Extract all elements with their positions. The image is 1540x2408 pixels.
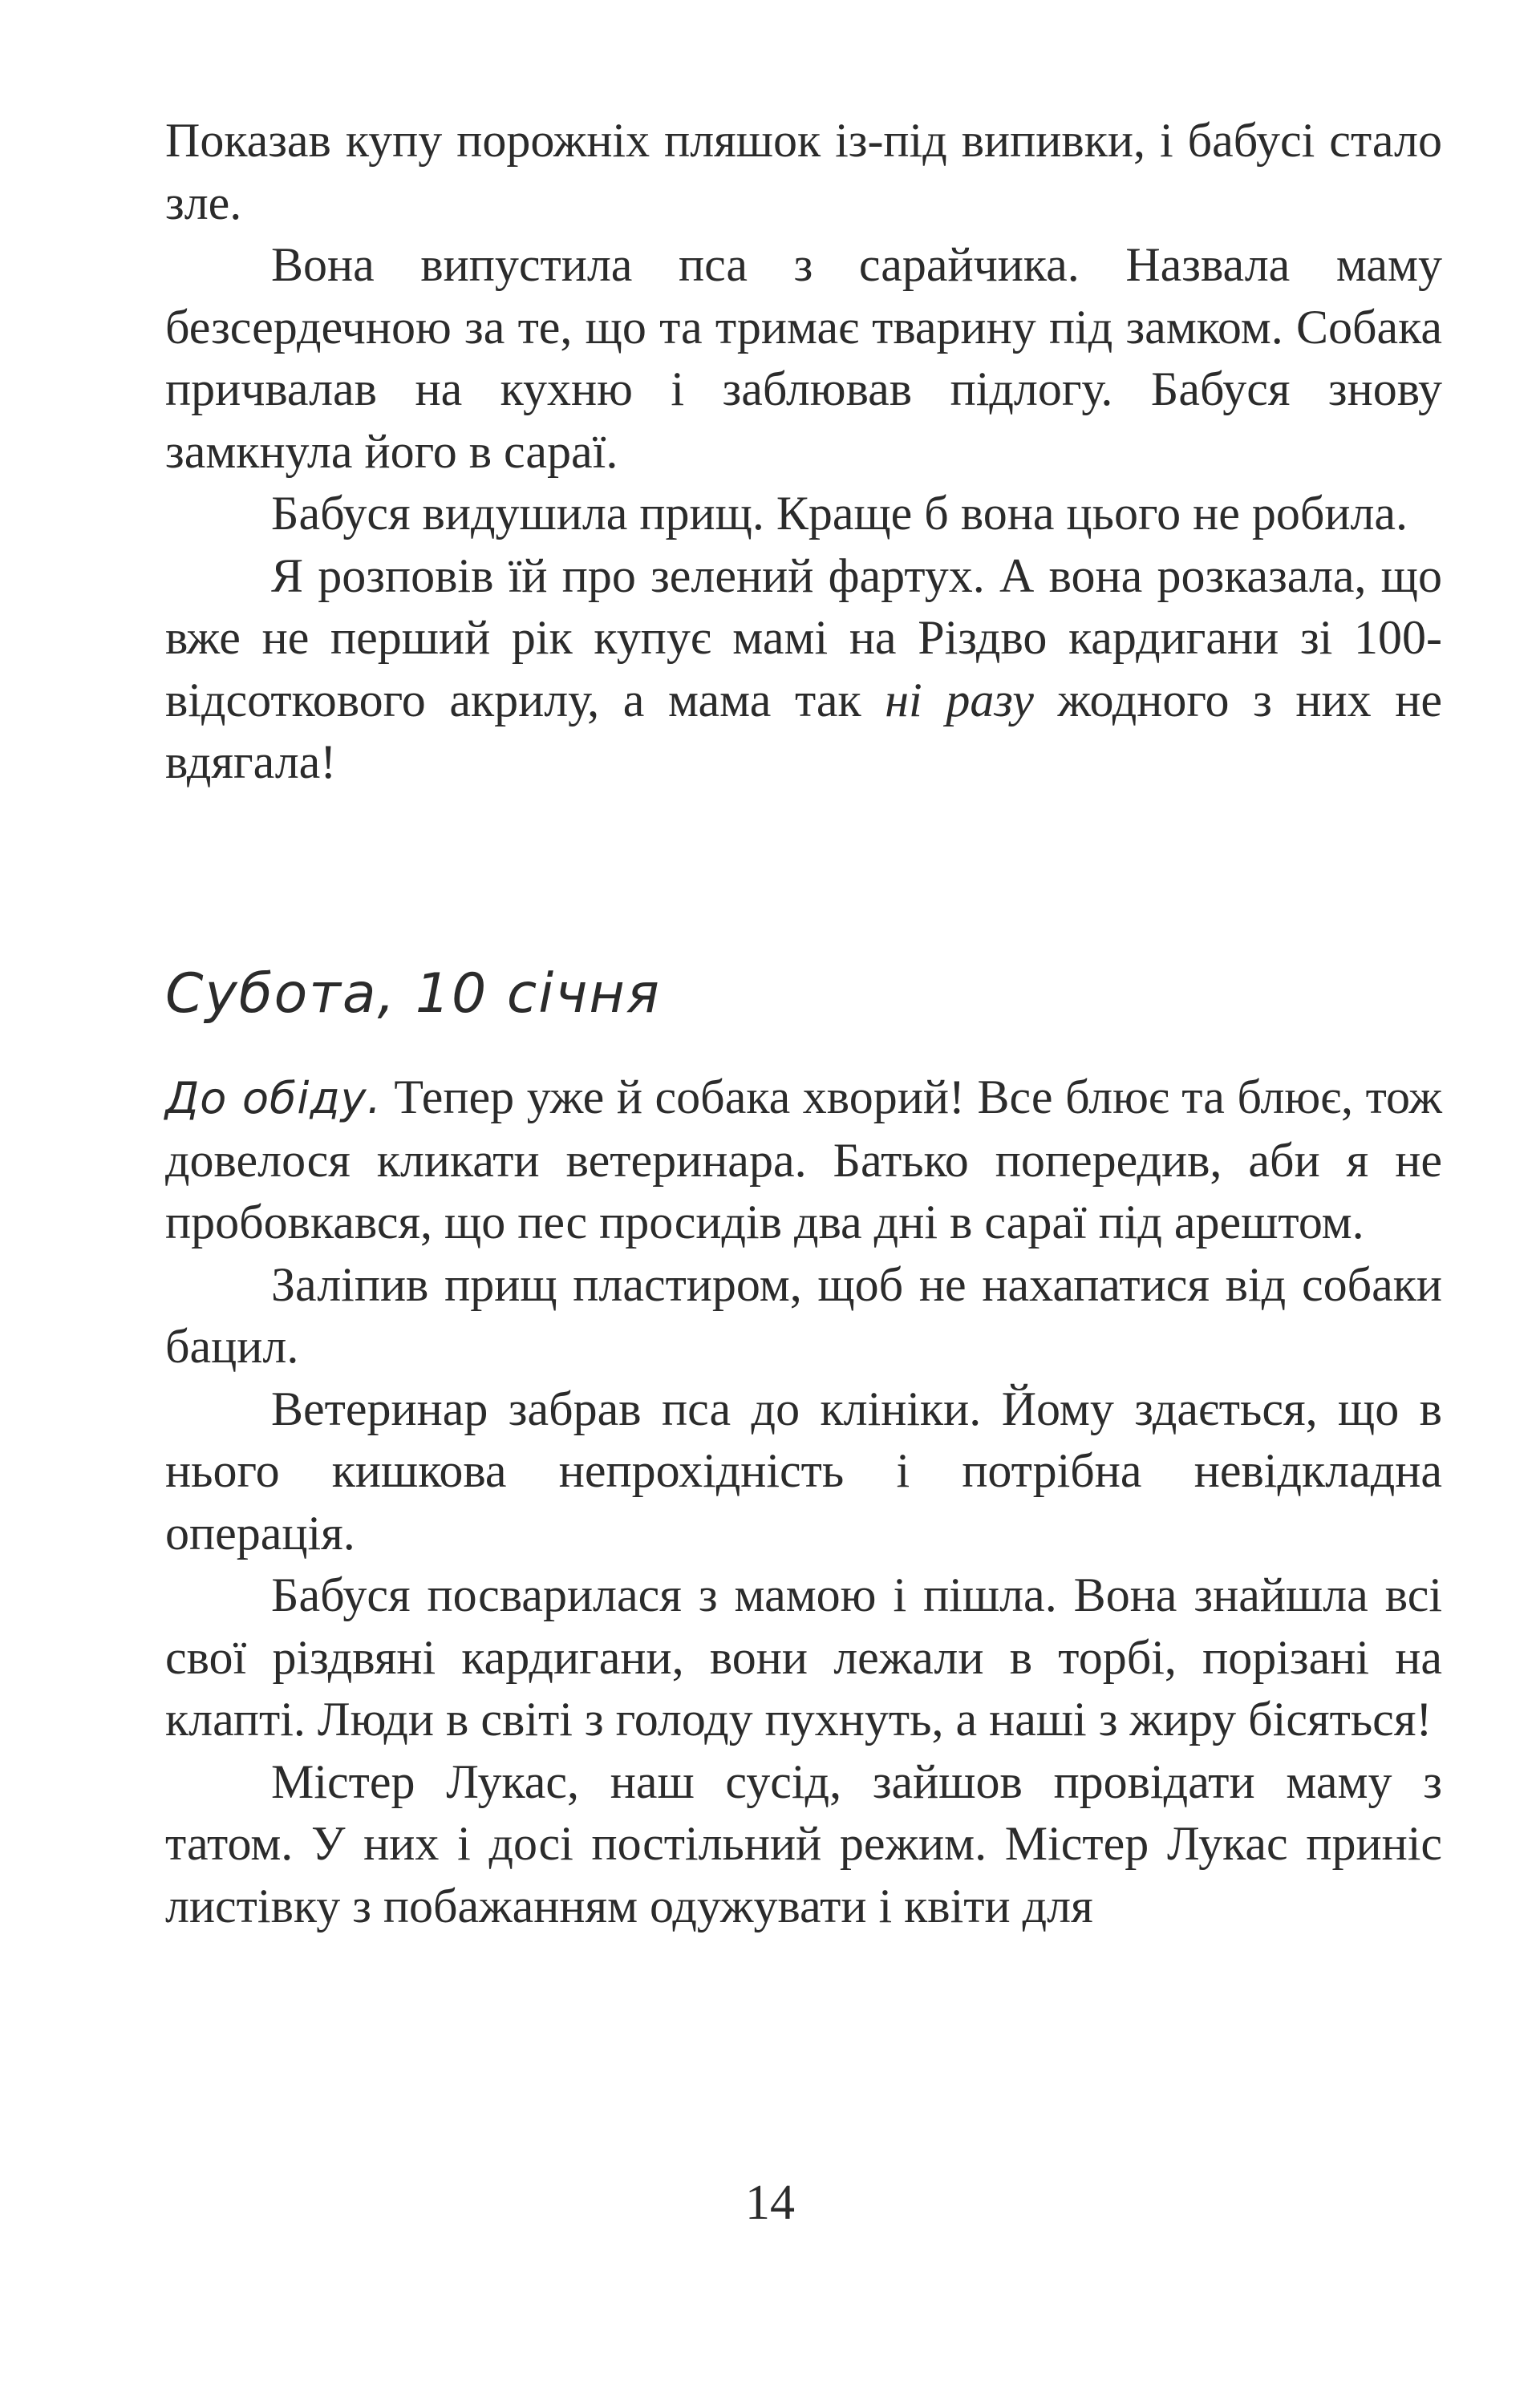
paragraph-4-text-after: жодного з них не вдягала!: [165, 673, 1442, 788]
paragraph-9: Містер Лукас, наш сусід, зайшов провідати маму з татом. У них і досі постільний режим. Містер Лукас приніс листівку з побажанням одужувати і квіти для: [165, 1754, 1442, 1932]
diary-date-heading: Субота, 10 січня: [165, 962, 661, 1026]
paragraph-2: Вона випустила пса з сарайчика. Назвала маму безсердечною за те, що та тримає тварину під замком. Собака причвалав на кухню і заблював підлогу. Бабуся знову замкнула його в сараї.: [165, 238, 1442, 478]
page-number: 14: [745, 2175, 795, 2230]
paragraph-6: Заліпив прищ пластиром, щоб не нахапатися від собаки бацил.: [165, 1257, 1442, 1373]
paragraph-1: Показав купу порожніх пляшок із-під випивки, і бабусі стало зле.: [165, 114, 1442, 229]
paragraph-5: [165, 1066, 1442, 1254]
paragraph-4-text-before: Я розповів їй про зелений фартух. А вона розказала, що вже не перший рік купує мамі на Різдво кардигани зі 100-відсоткового акрилу, а мама так: [165, 548, 1442, 726]
paragraph-7: Ветеринар забрав пса до клініки. Йому здається, що в нього кишкова непрохідність і потрібна невідкладна операція.: [165, 1382, 1442, 1560]
emphasis-text: ні разу: [885, 673, 1034, 726]
paragraph-8: Бабуся посварилася з мамою і пішла. Вона знайшла всі свої різдвяні кардигани, вони лежали в торбі, порізані на клапті. Люди в світі з голоду пухнуть, а наші з жиру бісяться!: [165, 1568, 1442, 1746]
paragraph-4: [165, 545, 1442, 794]
time-label: До обіду.: [165, 1073, 382, 1123]
paragraph-3: Бабуся видушила прищ. Краще б вона цього не робила.: [271, 487, 1408, 540]
text-block-bottom: [165, 1066, 1442, 1937]
paragraph-5-text: Тепер уже й собака хворий! Все блює та блює, тож довелося кликати ветеринара. Батько попередив, аби я не пробовкався, що пес просидів два дні в сараї під арештом.: [165, 1070, 1442, 1249]
text-block-top: [165, 110, 1442, 794]
